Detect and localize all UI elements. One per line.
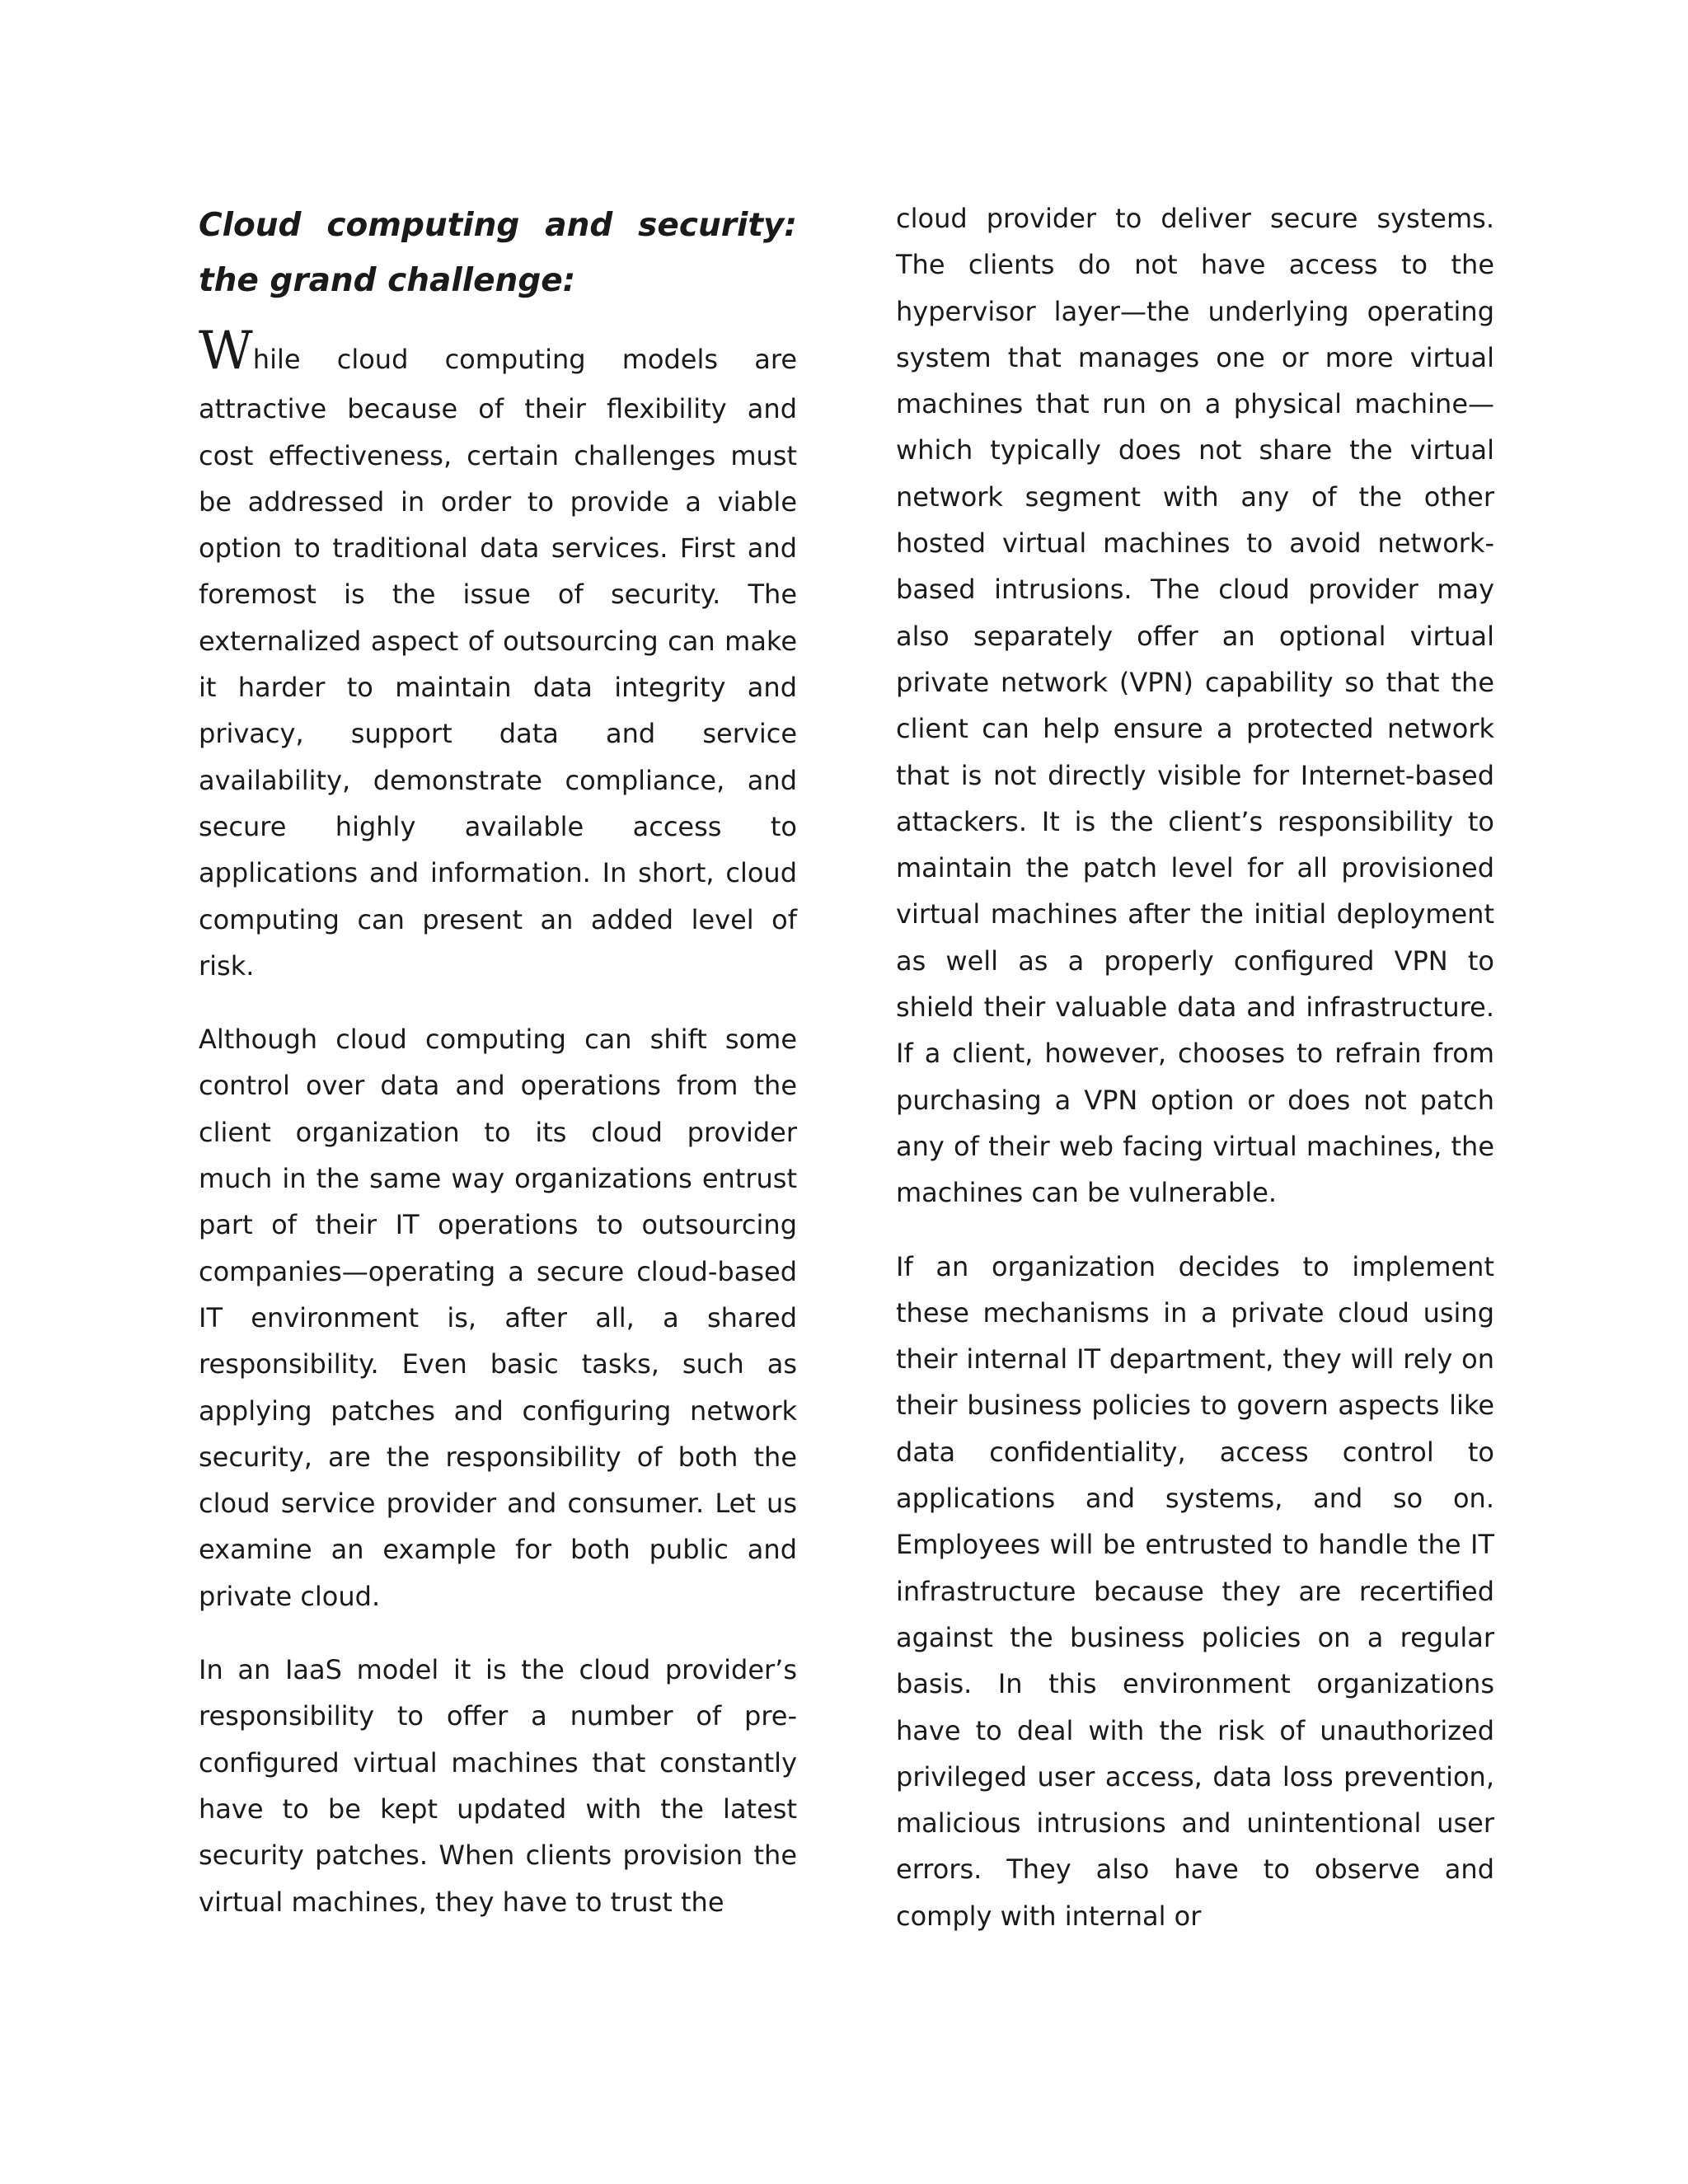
- drop-cap: W: [199, 321, 253, 382]
- paragraph-text: If an organization decides to implement these mechanisms in a private cloud using their internal IT department, they will rely on their business policies to govern aspects like data confidentiality, access control to applications and systems, and so on. Employees will be entrusted to handle the IT infrastructure because they are recertified against the business policies on a regular basis. In this environment organizations have to deal with the risk of unauthorized privileged user access, data loss prevention, malicious intrusions and unintentional user errors. They also have to observe and comply with internal or: [896, 1250, 1494, 1932]
- paragraph-shared-responsibility: [199, 1016, 797, 1619]
- paragraph-intro-body: attractive because of their flexibility and cost effectiveness, certain challenges must be addressed in order to provide a viable option to traditional data services. First and foremost is the issue of security. The externalized aspect of outsourcing can make it harder to maintain data integrity and privacy, support data and service availability, demonstrate compliance, and secure highly available access to applications and information. In short, cloud computing can present an added level of risk.: [199, 393, 797, 982]
- left-column: [199, 198, 797, 1952]
- paragraph-iaas-model: [199, 1647, 797, 1925]
- first-line-text: hile cloud computing models are: [252, 344, 797, 375]
- right-column: [896, 198, 1494, 1966]
- paragraph-text: Although cloud computing can shift some control over data and operations from the client organization to its cloud provider much in the same way organizations entrust part of their IT operations to outsourcing companies—operating a secure cloud-based IT environment is, after all, a shared responsibility. Even basic tasks, such as applying patches and configuring network security, are the responsibility of both the cloud service provider and consumer. Let us examine an example for both public and private cloud.: [199, 1024, 797, 1612]
- paragraph-cloud-provider: [896, 195, 1494, 1216]
- paragraph-intro-first-line: [199, 321, 797, 382]
- paragraph-intro: [199, 321, 797, 989]
- paragraph-text: In an IaaS model it is the cloud provider’s responsibility to offer a number of pre-configured virtual machines that constantly have to be kept updated with the latest security patches. When clients provision the virtual machines, they have to trust the: [199, 1654, 797, 1918]
- section-heading: Cloud computing and security: the grand challenge:: [199, 207, 797, 299]
- paragraph-text: cloud provider to deliver secure systems. The clients do not have access to the hypervisor layer—the underlying operating system that manages one or more virtual machines that run on a physical machine—which typically does not share the virtual network segment with any of the other hosted virtual machines to avoid network-based intrusions. The cloud provider may also separately offer an optional virtual private network (VPN) capability so that the client can help ensure a protected network that is not directly visible for Internet-based attackers. It is the client’s responsibility to maintain the patch level for all provisioned virtual machines after the initial deployment as well as a properly configured VPN to shield their valuable data and infrastructure. If a client, however, chooses to refrain from purchasing a VPN option or does not patch any of their web facing virtual machines, the machines can be vulnerable.: [896, 203, 1494, 1209]
- paragraph-private-cloud: [896, 1244, 1494, 1939]
